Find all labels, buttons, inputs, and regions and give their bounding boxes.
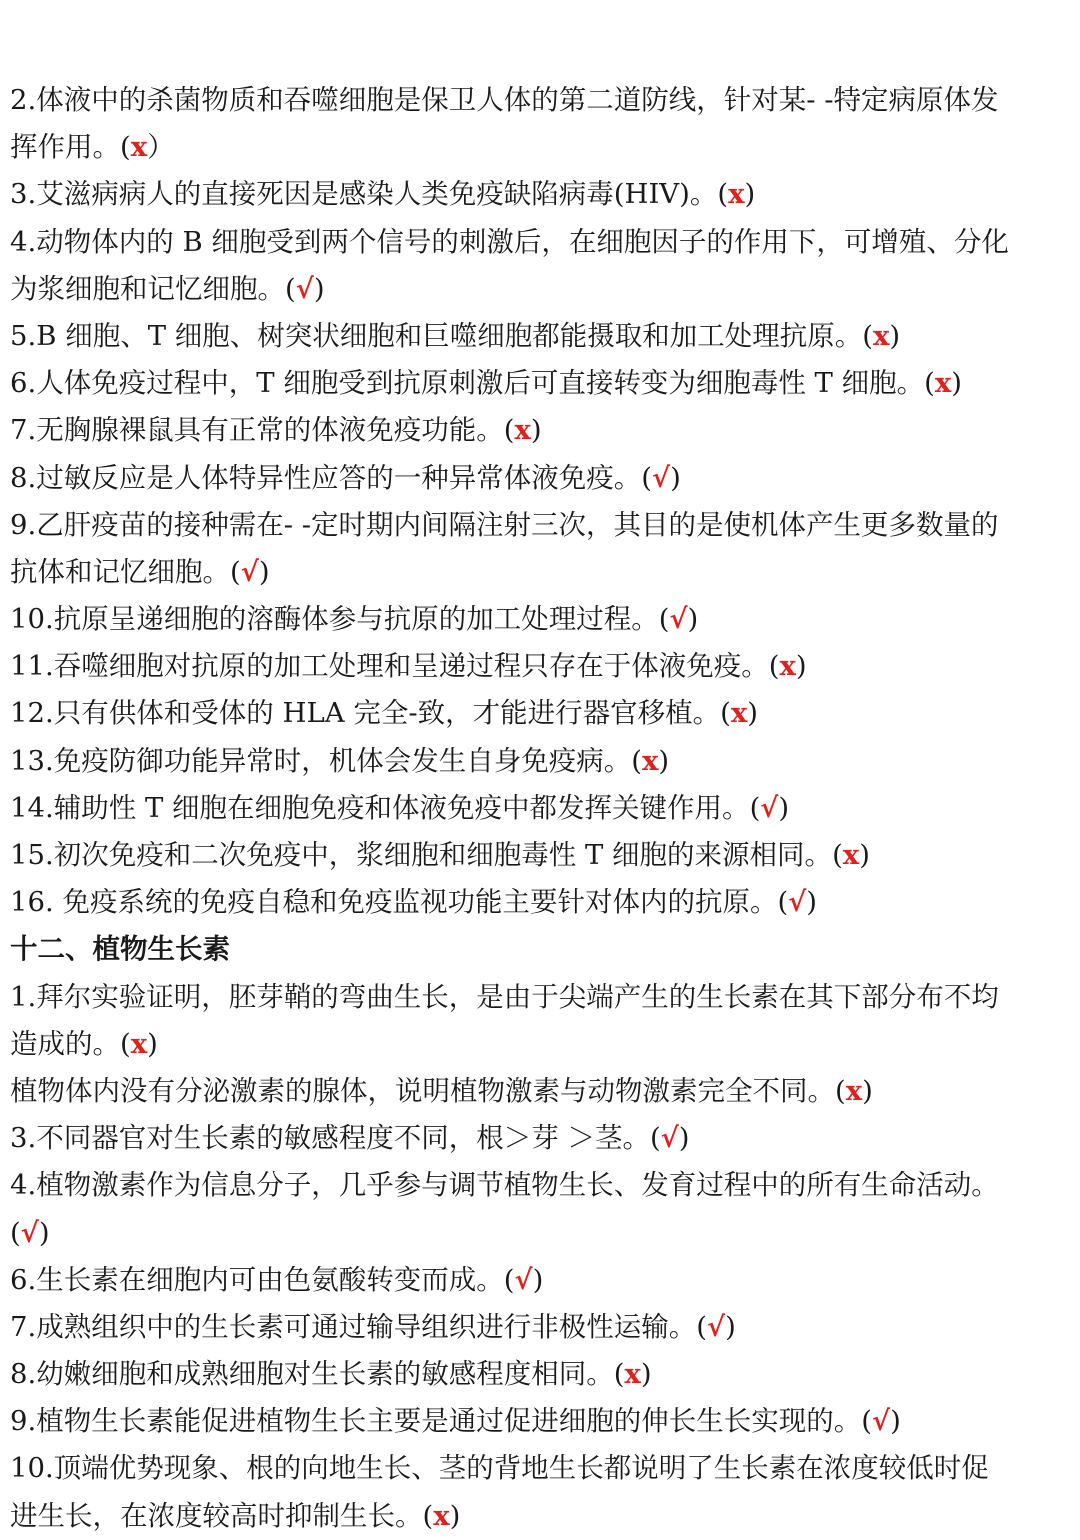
text-line [10, 1021, 1058, 1068]
section-heading-text: 十二、植物生长素 [10, 933, 230, 966]
answer-open-paren: ( [422, 1499, 434, 1532]
answer-close-paren: ) [747, 697, 758, 730]
line-text: 3.艾滋病病人的直接死因是感染人类免疫缺陷病毒(HIV)。 [10, 178, 718, 211]
answer-close-paren: ) [778, 791, 790, 824]
answer-open-paren: ( [285, 272, 296, 305]
line-text: 造成的。 [10, 1027, 120, 1060]
false-mark: x [433, 1499, 450, 1532]
line-text: 5.B 细胞、T 细胞、树突状细胞和巨噬细胞都能摄取和加工处理抗原。 [10, 319, 863, 352]
true-mark: √ [514, 1263, 533, 1296]
line-text: 抗体和记忆细胞。 [10, 555, 230, 588]
answer-open-paren: ( [749, 791, 761, 824]
answer-close-paren: ) [862, 1074, 873, 1107]
answer-close-paren: ) [725, 1310, 736, 1343]
answer-close-paren: ) [530, 414, 542, 447]
false-mark: x [514, 414, 531, 447]
answer-open-paren: ( [720, 697, 731, 730]
answer-close-paren: ) [640, 1358, 652, 1391]
false-mark: x [728, 178, 745, 211]
false-mark: x [624, 1358, 641, 1391]
text-line [10, 1493, 1058, 1540]
line-text: 14.辅助性 T 细胞在细胞免疫和体液免疫中都发挥关键作用。 [10, 791, 750, 824]
answer-open-paren: ( [120, 131, 131, 164]
true-mark: √ [660, 1122, 679, 1155]
text-line [10, 266, 1058, 313]
line-text: 4.植物激素作为信息分子，几乎参与调节植物生长、发育过程中的所有生命活动。 [10, 1169, 999, 1202]
text-line [10, 643, 1058, 690]
false-mark: x [845, 1074, 863, 1107]
line-text: 9.乙肝疫苗的接种需在- -定时期内间隔注射三次，其目的是使机体产生更多数量的 [10, 508, 999, 541]
false-mark: x [934, 367, 952, 400]
text-line [10, 974, 1058, 1021]
answer-close-paren: ) [147, 1027, 158, 1060]
text-line [10, 1398, 1058, 1445]
text-line [10, 1068, 1058, 1115]
text-line [10, 879, 1058, 926]
false-mark: x [873, 319, 890, 352]
line-text: 植物体内没有分泌激素的腺体，说明植物激素与动物激素完全不同。 [10, 1074, 835, 1107]
text-line [10, 738, 1058, 785]
line-text: 10.顶端优势现象、根的向地生长、茎的背地生长都说明了生长素在浓度较低时促 [10, 1452, 989, 1485]
line-text: 8.幼嫩细胞和成熟细胞对生长素的敏感程度相同。 [10, 1358, 614, 1391]
line-text: 8.过敏反应是人体特异性应答的一种异常体液免疫。 [10, 461, 642, 494]
section-heading [10, 926, 1058, 973]
text-line [10, 502, 1058, 549]
line-text: 挥作用。 [10, 131, 120, 164]
answer-close-paren: ) [658, 744, 670, 777]
answer-close-paren: ) [744, 178, 756, 211]
text-line [10, 1210, 1058, 1257]
true-mark: √ [20, 1216, 39, 1249]
answer-close-paren: ) [678, 1122, 690, 1155]
text-line [10, 1304, 1058, 1351]
document-body [10, 77, 1058, 1540]
text-line [10, 171, 1058, 218]
true-mark: √ [651, 461, 671, 494]
true-mark: √ [669, 603, 688, 636]
false-mark: x [779, 650, 796, 683]
answer-close-paren: ) [38, 1216, 50, 1249]
answer-close-paren: ) [670, 461, 681, 494]
false-mark: x [130, 131, 148, 164]
answer-open-paren: ( [924, 367, 935, 400]
answer-open-paren: ( [696, 1310, 707, 1343]
text-line [10, 219, 1058, 266]
line-text: 13.免疫防御功能异常时，机体会发生自身免疫病。 [10, 744, 632, 777]
text-line [10, 832, 1058, 879]
text-line [10, 1115, 1058, 1162]
true-mark: √ [240, 555, 259, 588]
answer-open-paren: ( [503, 1263, 515, 1296]
answer-open-paren: ( [641, 461, 652, 494]
text-line [10, 124, 1058, 171]
line-text: 进生长，在浓度较高时抑制生长。 [10, 1499, 423, 1532]
answer-open-paren: ( [230, 555, 241, 588]
answer-close-paren: ) [313, 272, 325, 305]
answer-open-paren: ( [768, 650, 780, 683]
answer-open-paren: ( [613, 1358, 625, 1391]
line-text: 15.初次免疫和二次免疫中，浆细胞和细胞毒性 T 细胞的来源相同。 [10, 839, 833, 871]
answer-close-paren: ) [687, 603, 699, 636]
answer-open-paren: ( [861, 1405, 872, 1438]
text-line [10, 1445, 1058, 1492]
line-text: 1.拜尔实验证明，胚芽鞘的弯曲生长，是由于尖端产生的生长素在其下部分布不均 [10, 980, 999, 1013]
answer-open-paren: ( [777, 886, 789, 919]
line-text: 3.不同器官对生长素的敏感程度不同，根＞芽 ＞茎。 [10, 1122, 650, 1155]
true-mark: √ [871, 1405, 891, 1438]
line-text: 7.成熟组织中的生长素可通过输导组织进行非极性运输。 [10, 1310, 697, 1343]
false-mark: x [641, 744, 659, 777]
line-text: 11.吞噬细胞对抗原的加工处理和呈递过程只存在于体液免疫。 [10, 650, 769, 683]
text-line [10, 360, 1058, 407]
line-text: 16. 免疫系统的免疫自稳和免疫监视功能主要针对体内的抗原。 [10, 886, 778, 919]
answer-close-paren: ) [532, 1263, 544, 1296]
line-text: 2.体液中的杀菌物质和吞噬细胞是保卫人体的第二道防线，针对某- -特定病原体发 [10, 84, 999, 116]
line-text: 6.生长素在细胞内可由色氨酸转变而成。 [10, 1263, 504, 1296]
answer-close-paren: ) [258, 555, 270, 588]
text-line [10, 1257, 1058, 1304]
line-text: 7.无胸腺裸鼠具有正常的体液免疫功能。 [10, 414, 504, 447]
answer-open-paren: ( [717, 178, 729, 211]
text-line [10, 785, 1058, 832]
text-line [10, 77, 1058, 124]
line-text: 12.只有供体和受体的 HLA 完全-致，才能进行器官移植。 [10, 697, 721, 730]
false-mark: x [842, 839, 860, 871]
answer-close-paren: ) [889, 319, 901, 352]
answer-close-paren: ) [806, 886, 818, 919]
answer-open-paren: ( [631, 744, 642, 777]
text-line [10, 549, 1058, 596]
true-mark: √ [788, 886, 807, 919]
text-line [10, 455, 1058, 502]
false-mark: x [730, 697, 748, 730]
answer-close-paren: ) [449, 1499, 461, 1532]
answer-close-paren: ) [859, 839, 870, 871]
line-text: 10.抗原呈递细胞的溶酶体参与抗原的加工处理过程。 [10, 603, 659, 636]
line-text: 9.植物生长素能促进植物生长主要是通过促进细胞的伸长生长实现的。 [10, 1405, 862, 1438]
answer-close-paren: ) [795, 650, 807, 683]
text-line [10, 313, 1058, 360]
answer-close-paren: ) [890, 1405, 901, 1438]
text-line [10, 596, 1058, 643]
true-mark: √ [295, 272, 314, 305]
answer-open-paren: ( [658, 603, 670, 636]
answer-open-paren: ( [649, 1122, 661, 1155]
answer-open-paren: ( [832, 839, 843, 871]
text-line [10, 1351, 1058, 1398]
true-mark: √ [706, 1310, 726, 1343]
line-text: 4.动物体内的 B 细胞受到两个信号的刺激后，在细胞因子的作用下，可增殖、分化 [10, 225, 1009, 258]
answer-open-paren: ( [503, 414, 515, 447]
true-mark: √ [760, 791, 779, 824]
answer-close-paren: ) [951, 367, 963, 400]
text-line [10, 407, 1058, 454]
answer-open-paren: ( [10, 1216, 21, 1249]
text-line [10, 1162, 1058, 1209]
answer-open-paren: ( [835, 1074, 846, 1107]
false-mark: x [130, 1027, 148, 1060]
answer-close-paren: ） [147, 131, 175, 164]
text-line [10, 690, 1058, 737]
line-text: 为浆细胞和记忆细胞。 [10, 272, 285, 305]
answer-open-paren: ( [862, 319, 874, 352]
line-text: 6.人体免疫过程中，T 细胞受到抗原刺激后可直接转变为细胞毒性 T 细胞。 [10, 367, 925, 400]
answer-open-paren: ( [120, 1027, 131, 1060]
